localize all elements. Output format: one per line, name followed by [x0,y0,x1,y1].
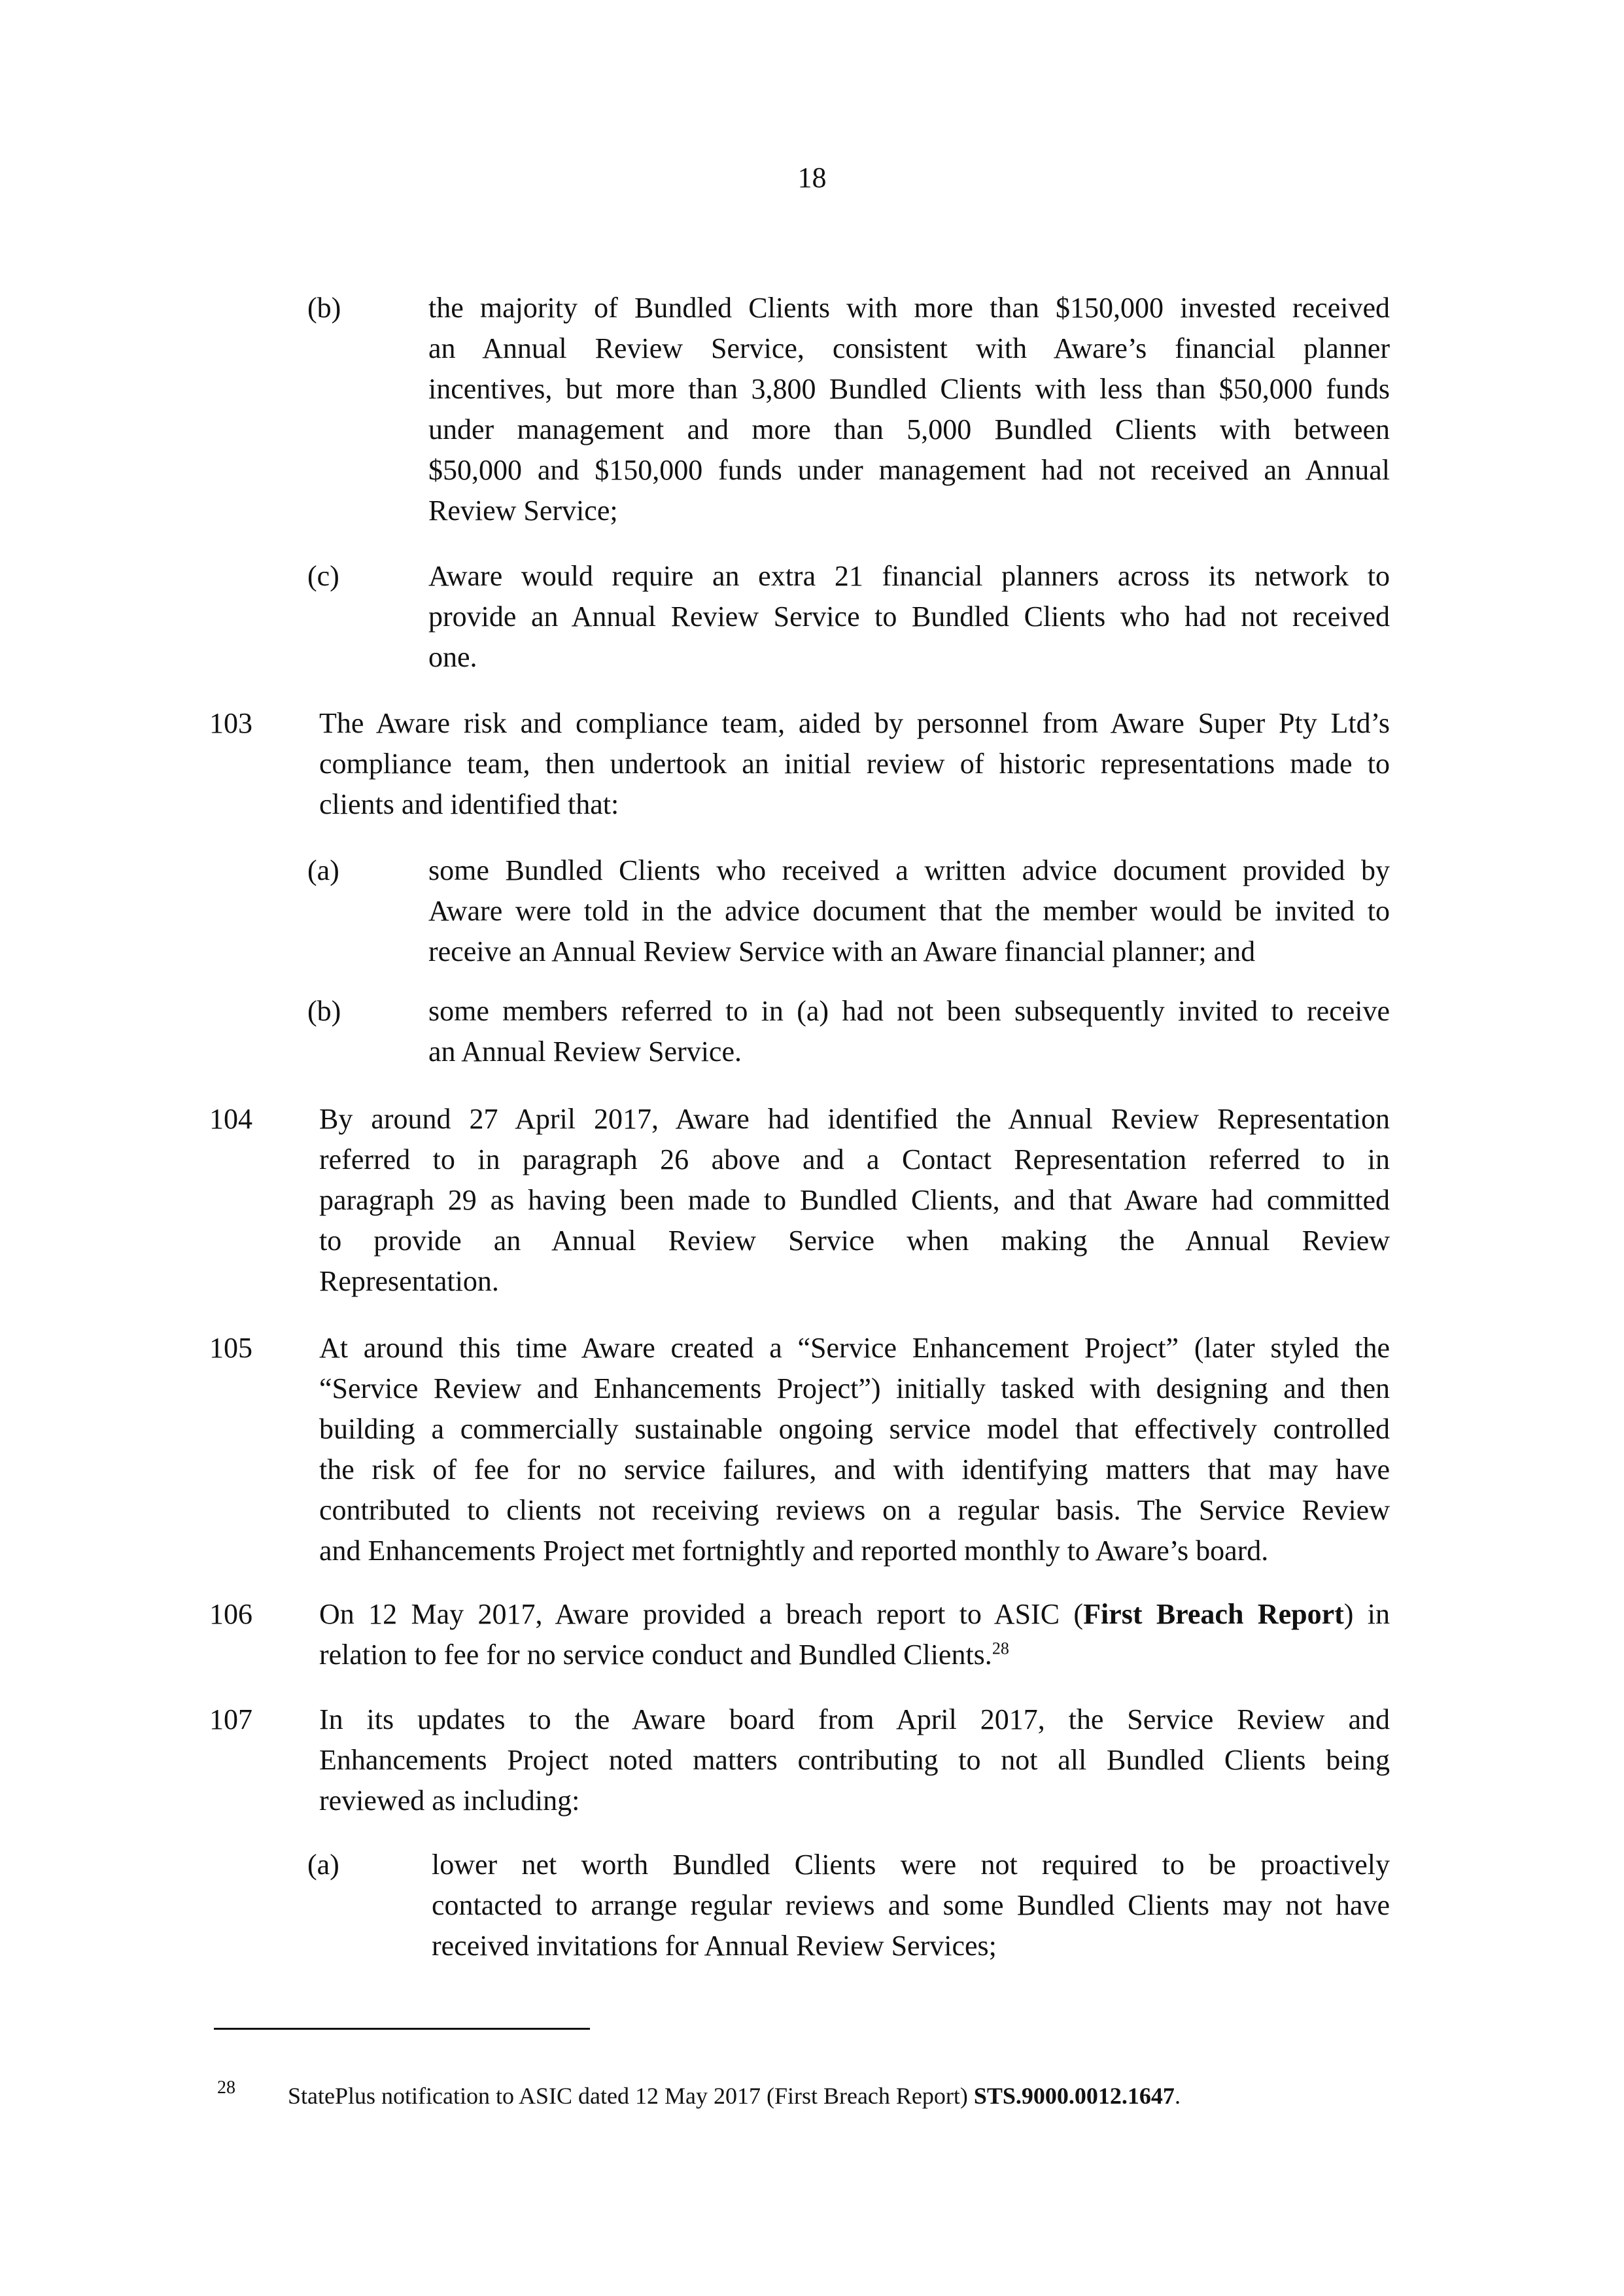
text-line: provide an Annual Review Service to Bundled Clients who had not received [428,600,1390,633]
text-line: reviewed as including: [319,1784,580,1817]
text-line: Review Service; [428,495,618,527]
text-line: referred to in paragraph 26 above and a Contact Representation referred to in [319,1143,1390,1175]
text-run: relation to fee for no service conduct and Bundled Clients. [319,1639,992,1671]
text-line: to provide an Annual Review Service when making the Annual Review [319,1225,1390,1257]
text-line: contacted to arrange regular reviews and some Bundled Clients may not have [432,1889,1390,1921]
text-line [319,1594,1390,1635]
page-number: 18 [797,162,827,194]
item-107a-text [432,1845,1390,1966]
item-label-a: (a) [307,1849,339,1881]
paragraph-number-105: 105 [209,1332,252,1364]
defined-term: First Breach Report [1083,1598,1344,1630]
text-line: “Service Review and Enhancements Project”) initially tasked with designing and then [319,1372,1390,1404]
footnote-text [288,2080,1181,2112]
footnote-separator [214,2028,590,2030]
text-line: an Annual Review Service. [428,1035,742,1068]
item-b-text [428,288,1390,531]
item-label-c: (c) [307,560,339,592]
item-label-b: (b) [307,995,341,1027]
text-line: lower net worth Bundled Clients were not required to be proactively [432,1849,1390,1881]
text-line: incentives, but more than 3,800 Bundled Clients with less than $50,000 funds [428,373,1390,405]
text-line: Enhancements Project noted matters contributing to not all Bundled Clients being [319,1744,1390,1776]
text-line: Aware would require an extra 21 financial planners across its network to [428,560,1390,592]
paragraph-number-104: 104 [209,1103,252,1135]
paragraph-107-text [319,1699,1390,1821]
text-line: some Bundled Clients who received a written advice document provided by [428,854,1390,886]
item-103b-text [428,991,1390,1072]
text-line: some members referred to in (a) had not been subsequently invited to receive [428,995,1390,1027]
footnote-reference[interactable]: 28 [992,1639,1009,1658]
text-line: one. [428,641,477,673]
text-run: ) in [1343,1598,1390,1630]
item-label-b: (b) [307,292,341,324]
item-103a-text [428,850,1390,972]
text-line: Aware were told in the advice document that the member would be invited to [428,895,1390,927]
paragraph-105-text [319,1328,1390,1571]
item-label-a: (a) [307,854,339,886]
footnote-number: 28 [217,2078,235,2098]
text-line: In its updates to the Aware board from April 2017, the Service Review and [319,1703,1390,1735]
paragraph-104-text [319,1099,1390,1302]
text-line: The Aware risk and compliance team, aided by personnel from Aware Super Pty Ltd’s [319,707,1390,739]
text-line: clients and identified that: [319,788,619,820]
text-line: under management and more than 5,000 Bundled Clients with between [428,413,1390,445]
text-line: received invitations for Annual Review Services; [432,1930,997,1962]
text-line: At around this time Aware created a “Service Enhancement Project” (later styled the [319,1332,1390,1364]
text-line [319,1635,1390,1675]
text-line: $50,000 and $150,000 funds under management had not received an Annual [428,454,1390,486]
text-line: paragraph 29 as having been made to Bundled Clients, and that Aware had committed [319,1184,1390,1216]
text-line: building a commercially sustainable ongoing service model that effectively controlled [319,1413,1390,1445]
document-reference: STS.9000.0012.1647 [973,2083,1175,2109]
paragraph-number-103: 103 [209,707,252,739]
paragraph-106-text [319,1594,1390,1675]
text-line: By around 27 April 2017, Aware had identified the Annual Review Representation [319,1103,1390,1135]
text-line: the risk of fee for no service failures, and with identifying matters that may have [319,1453,1390,1486]
text-run: On 12 May 2017, Aware provided a breach report to ASIC ( [319,1598,1084,1630]
text-line: the majority of Bundled Clients with more than $150,000 invested received [428,292,1390,324]
text-run: StatePlus notification to ASIC dated 12 May 2017 (First Breach Report) [288,2083,974,2109]
text-line: receive an Annual Review Service with an Aware financial planner; and [428,935,1256,967]
text-line: contributed to clients not receiving reviews on a regular basis. The Service Review [319,1494,1390,1526]
text-line: compliance team, then undertook an initial review of historic representations made to [319,748,1390,780]
text-line: and Enhancements Project met fortnightly and reported monthly to Aware’s board. [319,1535,1269,1567]
text-line: Representation. [319,1265,499,1297]
paragraph-number-107: 107 [209,1703,252,1735]
paragraph-number-106: 106 [209,1598,252,1630]
text-run: . [1174,2083,1181,2109]
item-c-text [428,556,1390,678]
text-line: an Annual Review Service, consistent with Aware’s financial planner [428,332,1390,364]
paragraph-103-text [319,703,1390,825]
